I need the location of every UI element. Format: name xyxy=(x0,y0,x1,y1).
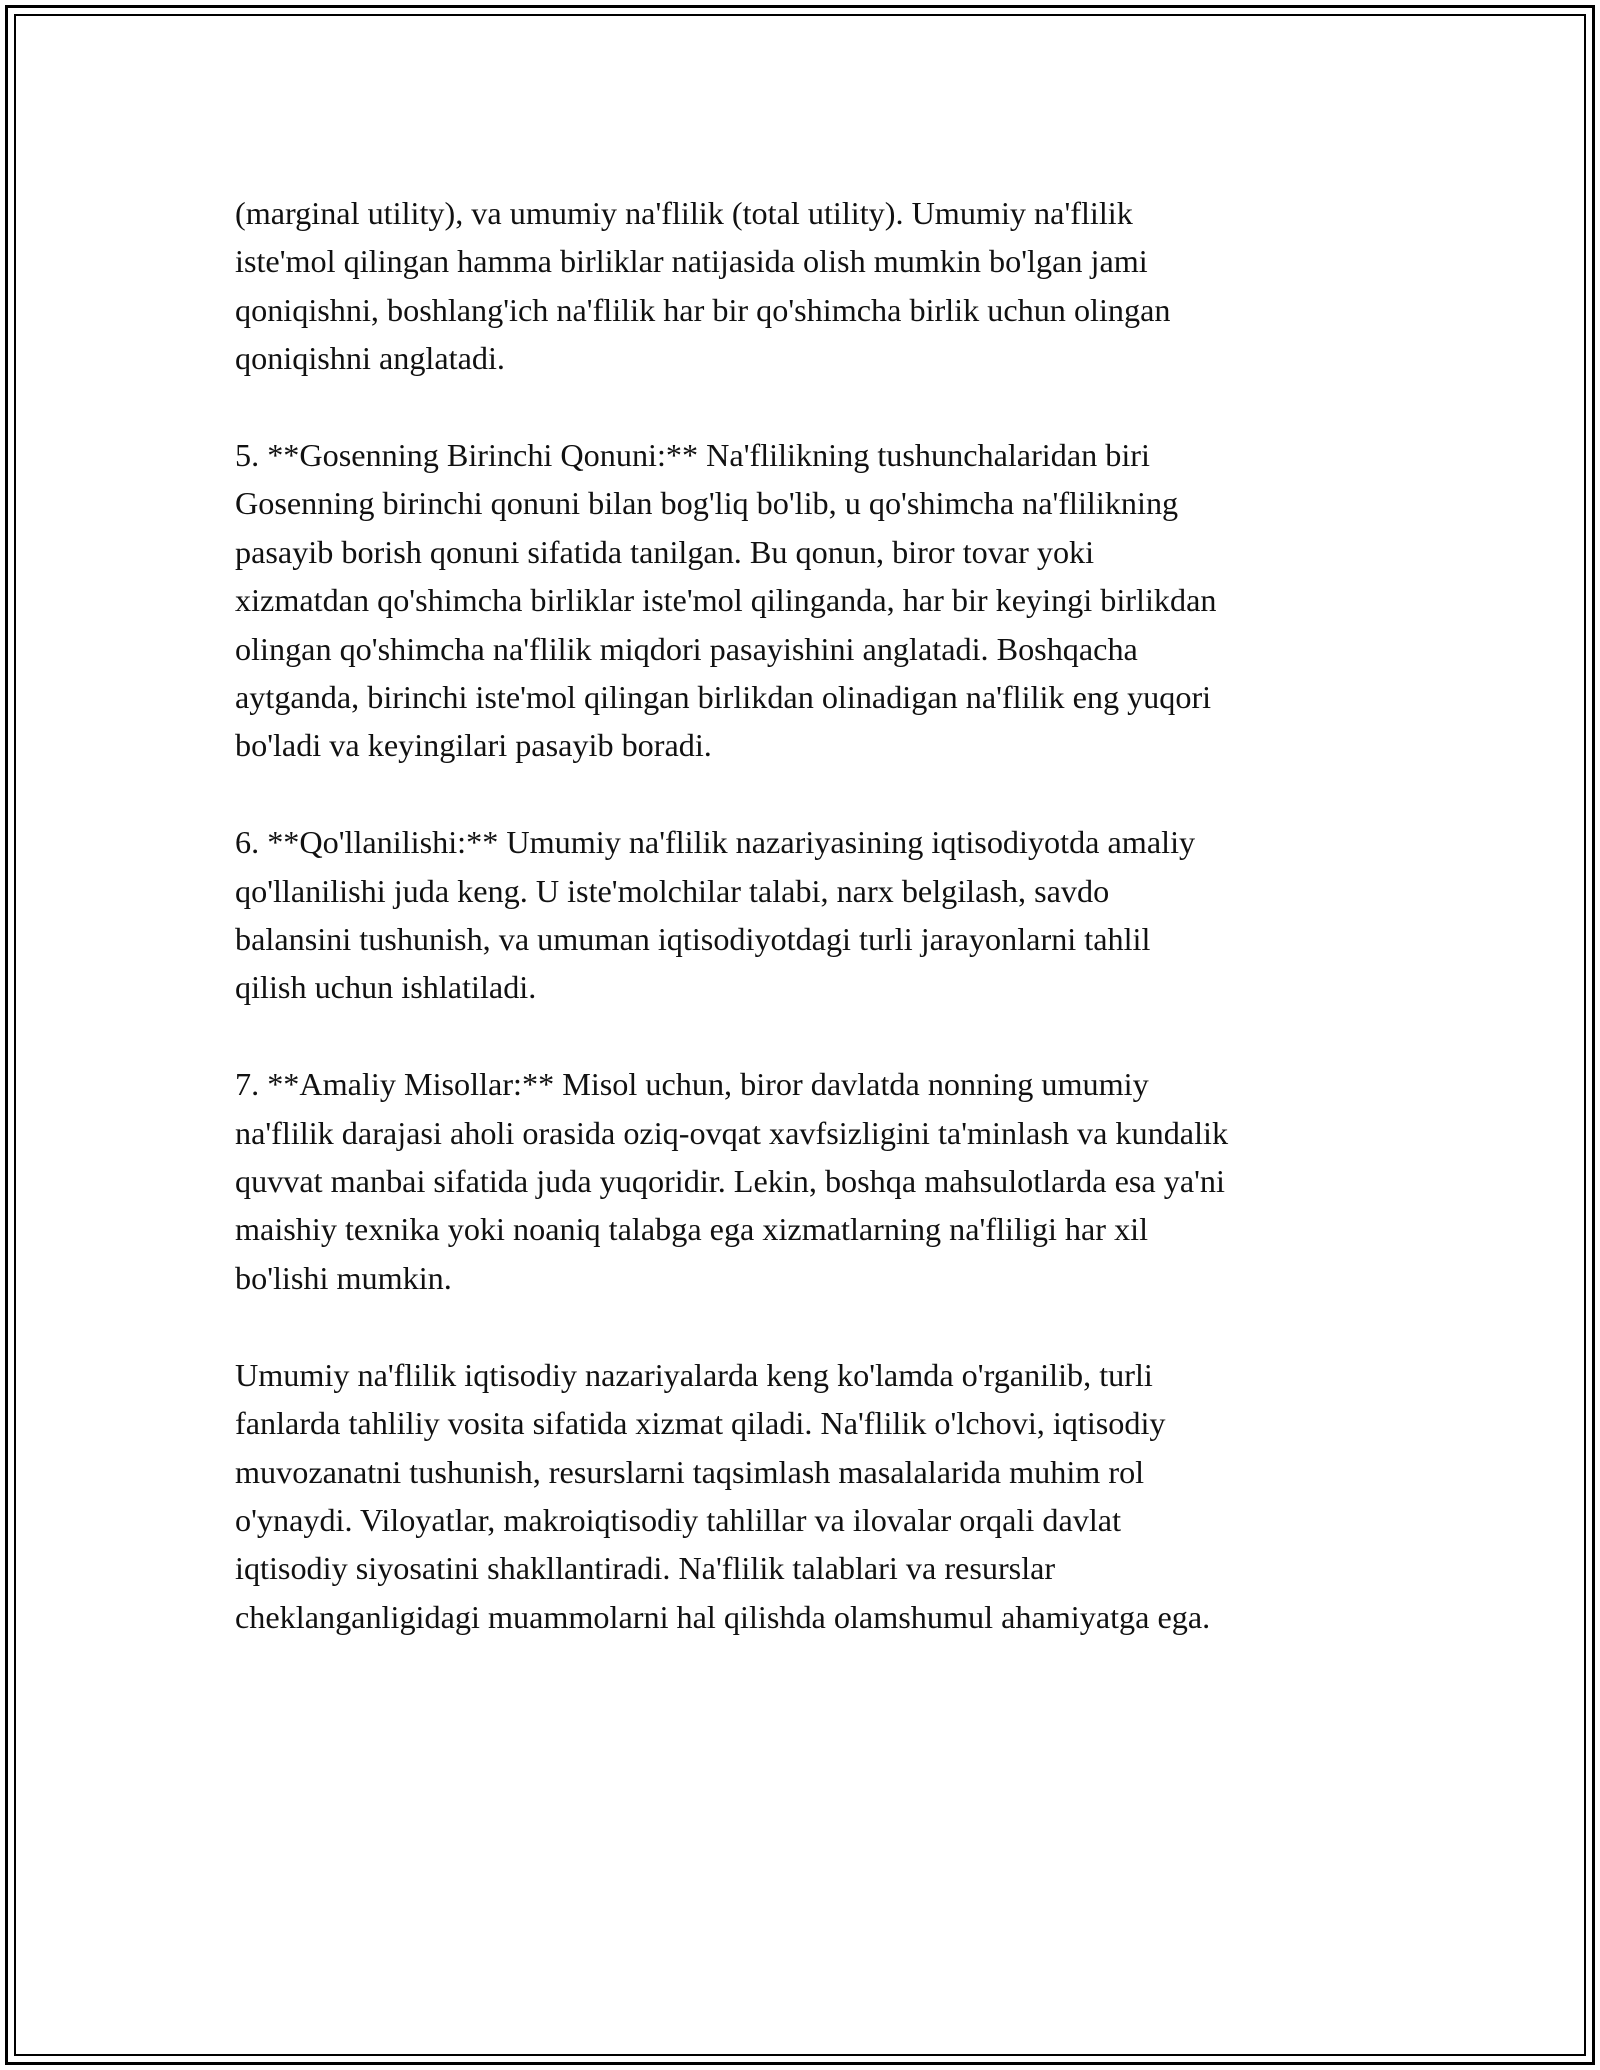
paragraph-conclusion: Umumiy na'flilik iqtisodiy nazariyalarda keng ko'lamda o'rganilib, turli fanlarda tahliliy vosita sifatida xizmat qiladi. Na'flilik o'lchovi, iqtisodiy muvozanatni tushunish, resurslarni taqsimlash masalalarida muhim rol o'ynaydi. Viloyatlar, makroiqtisodiy tahlillar va ilovalar orqali davlat iqtisodiy siyosatini shakllantiradi. Na'flilik talablari va resurslar cheklanganligidagi muammolarni hal qilishda olamshumul ahamiyatga ega. xyxy=(235,1356,1211,1635)
paragraph-utility-definitions: (marginal utility), va umumiy na'flilik (total utility). Umumiy na'flilik iste'mol qilingan hamma birliklar natijasida olish mumkin bo'lgan jami qoniqishni, boshlang'ich na'flilik har bir qo'shimcha birlik uchun olingan qoniqishni anglatadi. xyxy=(235,195,1171,377)
paragraph-application: 6. **Qo'llanilishi:** Umumiy na'flilik nazariyasining iqtisodiyotda amaliy qo'llanilishi juda keng. U iste'molchilar talabi, narx belgilash, savdo balansini tushunish, va umuman iqtisodiyotdagi turli jarayonlarni tahlil qilish uchun ishlatiladi. xyxy=(235,824,1196,1006)
paragraph-gossen-first-law: 5. **Gosenning Birinchi Qonuni:** Na'flilikning tushunchalaridan biri Gosenning birinchi qonuni bilan bog'liq bo'lib, u qo'shimcha na'flilikning pasayib borish qonuni sifatida tanilgan. Bu qonun, biror tovar yoki xizmatdan qo'shimcha birliklar iste'mol qilinganda, har bir keyingi birlikdan olingan qo'shimcha na'flilik miqdori pasayishini anglatadi. Boshqacha aytganda, birinchi iste'mol qilingan birlikdan olinadigan na'flilik eng yuqori bo'ladi va keyingilari pasayib boradi. xyxy=(235,437,1217,764)
document-body xyxy=(235,189,1395,1690)
paragraph-practical-examples: 7. **Amaliy Misollar:** Misol uchun, biror davlatda nonning umumiy na'flilik darajasi aholi orasida oziq-ovqat xavfsizligini ta'minlash va kundalik quvvat manbai sifatida juda yuqoridir. Lekin, boshqa mahsulotlarda esa ya'ni maishiy texnika yoki noaniq talabga ega xizmatlarning na'fliligi har xil bo'lishi mumkin. xyxy=(235,1066,1229,1296)
